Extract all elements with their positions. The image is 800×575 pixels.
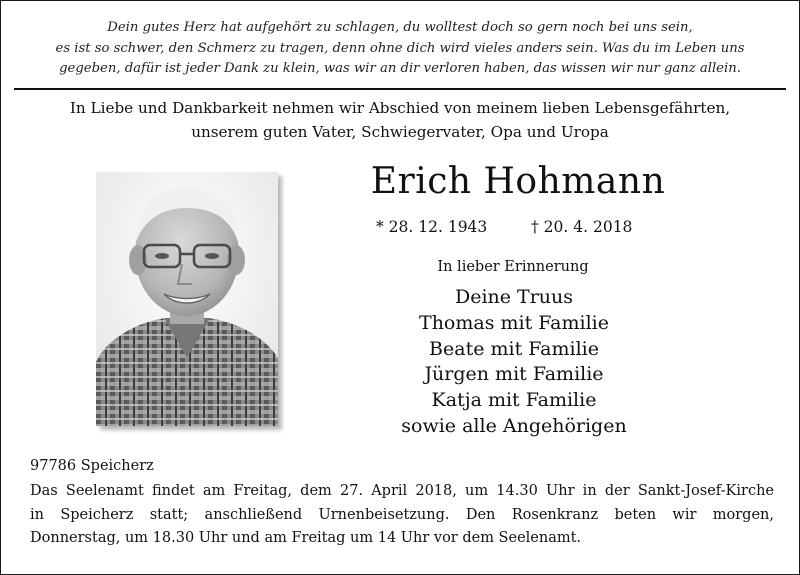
divider-line (14, 88, 786, 90)
mourner-item: Katja mit Familie (431, 389, 597, 412)
mourner-item: Deine Truus (454, 286, 574, 308)
poem-line: gegeben, dafür ist jeder Dank zu klein, was wir an dir verloren haben, das wissen wir nur ganz allein. (59, 61, 741, 76)
poem-line: Dein gutes Herz hat aufgehört zu schlagen, du wolltest doch so gern noch bei uns sein, (107, 20, 693, 35)
intro-line: In Liebe und Dankbarkeit nehmen wir Abschied von meinem lieben Lebensgefährten, (69, 99, 731, 117)
memory-label: In lieber Erinnerung (437, 259, 589, 275)
mourner-item: Beate mit Familie (429, 337, 599, 360)
service-notice (30, 480, 774, 551)
mourner-item: sowie alle Angehörigen (401, 414, 627, 437)
memorial-poem (14, 18, 786, 80)
birth-date: * 28. 12. 1943 (376, 218, 488, 236)
intro-text (14, 96, 786, 144)
portrait-image (96, 172, 278, 426)
portrait-photo (96, 172, 278, 426)
deceased-name: Erich Hohmann (370, 161, 666, 202)
mourner-item: Thomas mit Familie (419, 311, 609, 334)
notice-line: in Speicherz statt; anschließend Urnenbeisetzung. Den Rosenkranz beten wir morgen, (30, 506, 774, 523)
mourners-list (370, 285, 658, 440)
mourner-item: Jürgen mit Familie (424, 363, 604, 386)
poem-line: es ist so schwer, den Schmerz zu tragen, denn ohne dich wird vieles anders sein. Was du im Leben uns (55, 40, 745, 56)
intro-line: unserem guten Vater, Schwiegervater, Opa und Uropa (191, 123, 609, 141)
life-dates (376, 215, 666, 239)
notice-line: Das Seelenamt findet am Freitag, dem 27. April 2018, um 14.30 Uhr in der Sankt-Josef-Kirche (30, 483, 774, 499)
place-line: 97786 Speicherz (30, 458, 154, 474)
notice-line: Donnerstag, um 18.30 Uhr und am Freitag um 14 Uhr vor dem Seelenamt. (30, 530, 582, 546)
death-date: † 20. 4. 2018 (531, 218, 633, 236)
